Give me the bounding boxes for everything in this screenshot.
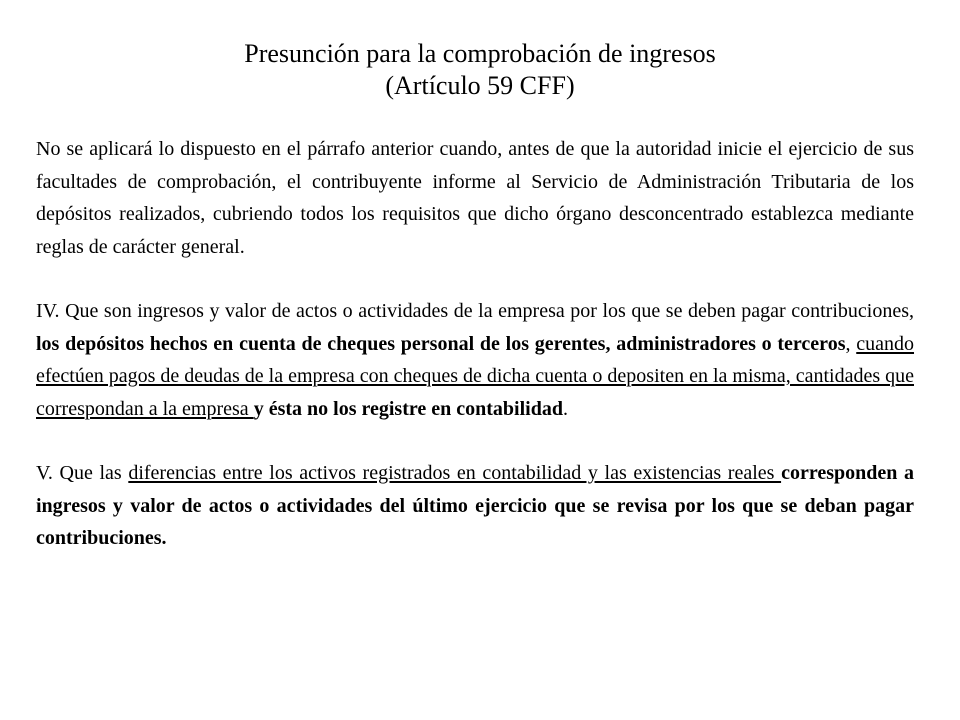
title-line-2: (Artículo 59 CFF) [385,71,575,100]
paragraph-3 [36,457,914,555]
paragraph-2-comma: , [845,332,857,355]
paragraph-2-underlined-condition: cuando efectúen pagos de deudas de la empresa con cheques de dicha cuenta o depositen en la misma, cantidades que correspondan a la empresa [36,332,915,420]
paragraph-2-bold-not-registered: y ésta no los registre en contabilidad [253,397,563,420]
paragraph-2-period: . [562,397,568,420]
title-line-1: Presunción para la comprobación de ingresos [244,39,716,68]
paragraph-3-underlined-differences: diferencias entre los activos registrados en contabilidad y las existencias reales [128,462,782,484]
paragraph-3-intro: V. Que las [36,462,129,484]
paragraph-2 [36,295,914,425]
paragraph-2-intro: IV. Que son ingresos y valor de actos o actividades de la empresa por los que se deben pagar contribuciones, [36,300,914,322]
body-text [36,133,914,587]
paragraph-2-bold-deposits: los depósitos hechos en cuenta de cheques personal de los gerentes, administradores o terceros [36,332,846,355]
paragraph-3-bold-conclusion: corresponden a ingresos y valor de actos o actividades del último ejercicio que se revisa por los que se deban pagar contribuciones. [36,462,914,549]
slide-title [0,38,960,102]
paragraph-1: No se aplicará lo dispuesto en el párrafo anterior cuando, antes de que la autoridad inicie el ejercicio de sus facultades de comprobación, el contribuyente informe al Servicio de Administración Tributaria de los depósitos realizados, cubriendo todos los requisitos que dicho órgano desconcentrado establezca mediante reglas de carácter general. [36,138,914,258]
